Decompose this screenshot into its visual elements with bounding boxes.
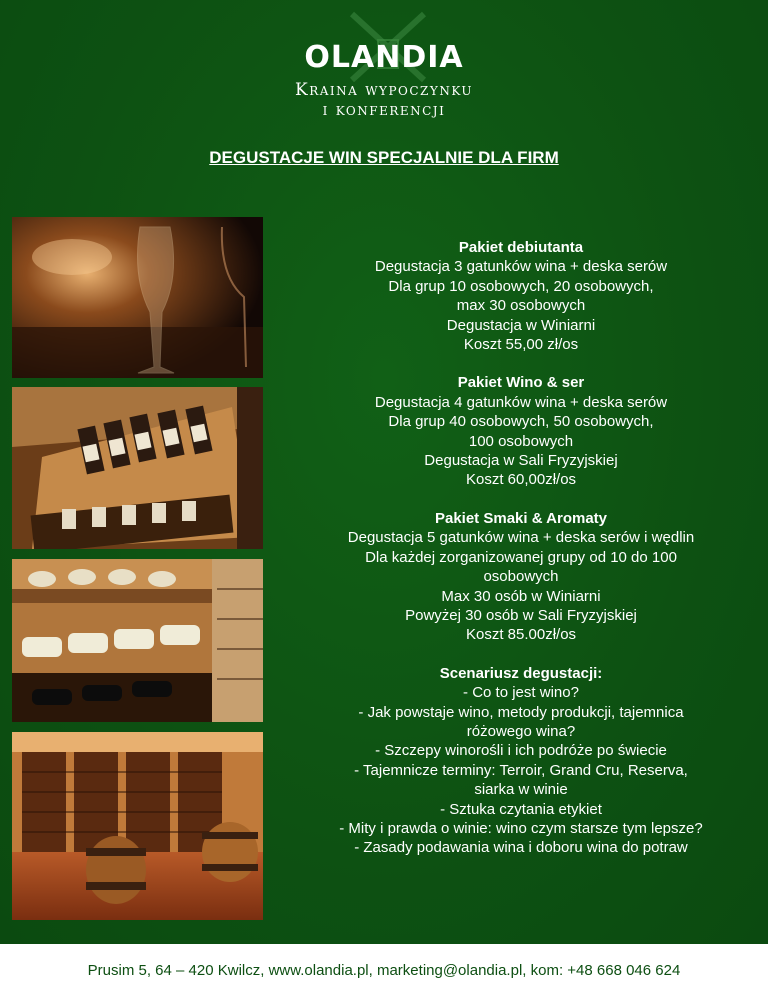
scenario-item: - Szczepy winorośli i ich podróże po świecie bbox=[375, 742, 667, 760]
scenario-item: - Mity i prawda o winie: wino czym starsze tym lepsze? bbox=[339, 819, 703, 837]
scenario-item: różowego wina? bbox=[466, 722, 576, 740]
package-line: Dla każdej zorganizowanej grupy od 10 do 100 bbox=[365, 548, 677, 566]
package-title: Pakiet debiutanta bbox=[458, 239, 584, 256]
package-wino-ser bbox=[288, 373, 754, 489]
scenario-item: - Sztuka czytania etykiet bbox=[440, 800, 602, 818]
package-line: osobowych bbox=[483, 568, 559, 586]
contact-footer: Prusim 5, 64 – 420 Kwilcz, www.olandia.pl, marketing@olandia.pl, kom: +48 668 046 624 bbox=[87, 962, 681, 979]
package-price: Koszt 55,00 zł/os bbox=[463, 336, 579, 354]
package-line: Dla grup 10 osobowych, 20 osobowych, bbox=[388, 277, 654, 295]
scenario-item: - Zasady podawania wina i doboru wina do potraw bbox=[354, 839, 688, 857]
brand-tagline-2: i konferencji bbox=[322, 100, 446, 120]
brand-name: OLANDIA bbox=[304, 40, 464, 75]
package-line: Dla grup 40 osobowych, 50 osobowych, bbox=[388, 413, 654, 431]
package-price: Koszt 85.00zł/os bbox=[465, 626, 577, 644]
brand-tagline-1: Kraina wypoczynku bbox=[295, 80, 473, 100]
package-line: Degustacja 5 gatunków wina + deska serów i wędlin bbox=[347, 529, 695, 547]
photo-bottle-rack bbox=[12, 559, 263, 722]
packages-list bbox=[288, 238, 754, 877]
package-debiutanta bbox=[288, 238, 754, 354]
photo-wine-cellar-barrels bbox=[12, 732, 263, 920]
scenario-title: Scenariusz degustacji: bbox=[439, 664, 603, 682]
scenario-item: siarka w winie bbox=[474, 781, 568, 799]
package-line: Powyżej 30 osób w Sali Fryzyjskiej bbox=[405, 606, 637, 624]
logo-area bbox=[0, 6, 768, 126]
package-title: Pakiet Wino & ser bbox=[457, 374, 585, 392]
tasting-scenario bbox=[288, 664, 754, 858]
photo-wine-glasses bbox=[12, 217, 263, 378]
scenario-item: - Jak powstaje wino, metody produkcji, tajemnica bbox=[358, 703, 684, 721]
scenario-item: - Tajemnicze terminy: Terroir, Grand Cru, Reserva, bbox=[354, 761, 688, 779]
package-line: 100 osobowych bbox=[468, 432, 574, 450]
package-smaki-aromaty bbox=[288, 509, 754, 645]
photo-wine-crate bbox=[12, 387, 263, 549]
scenario-item: - Co to jest wino? bbox=[463, 684, 579, 702]
page-headline: DEGUSTACJE WIN SPECJALNIE DLA FIRM bbox=[209, 148, 559, 167]
package-line: Max 30 osób w Winiarni bbox=[441, 587, 601, 605]
package-line: max 30 osobowych bbox=[456, 297, 586, 315]
package-line: Degustacja 3 gatunków wina + deska serów bbox=[374, 258, 668, 276]
package-price: Koszt 60,00zł/os bbox=[465, 471, 577, 489]
package-line: Degustacja w Winiarni bbox=[446, 316, 596, 334]
package-title: Pakiet Smaki & Aromaty bbox=[434, 509, 608, 527]
package-line: Degustacja w Sali Fryzyjskiej bbox=[424, 452, 618, 470]
package-line: Degustacja 4 gatunków wina + deska serów bbox=[374, 393, 668, 411]
